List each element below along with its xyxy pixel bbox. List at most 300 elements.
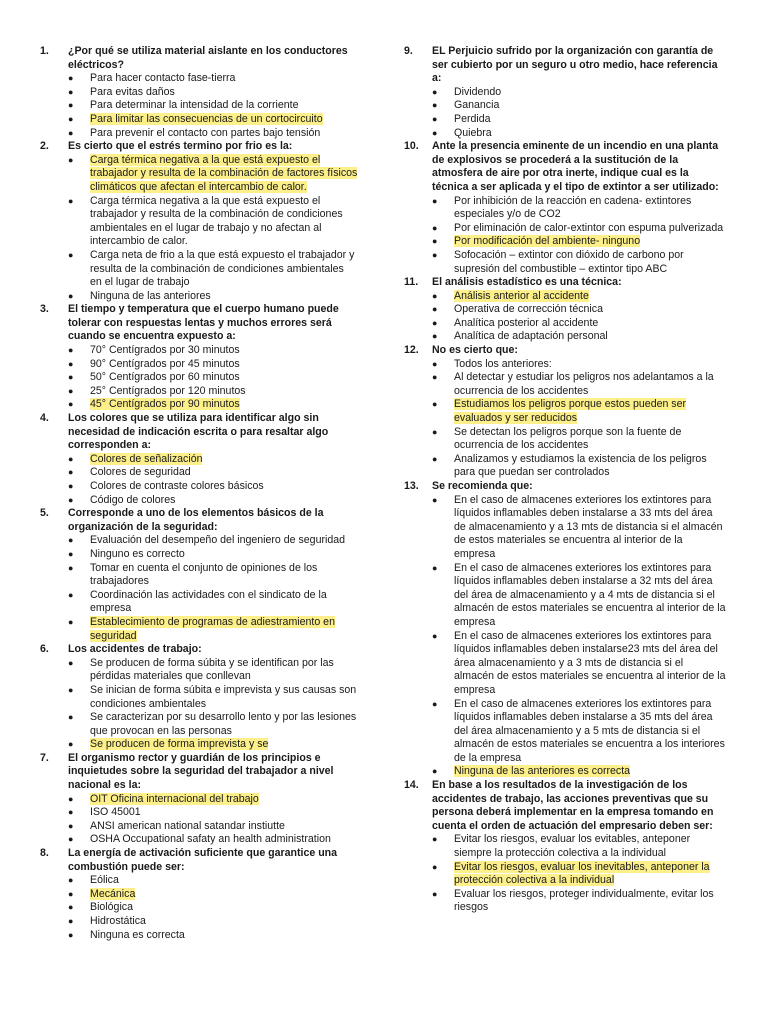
bullet-icon: ● [68,86,74,97]
question-2 [40,140,358,303]
option-item [40,480,358,494]
question-14 [404,779,726,915]
bullet-icon: ● [68,888,74,899]
question-4 [40,412,358,507]
option-text: Al detectar y estudiar los peligros nos adelantamos a la ocurrencia de los accidentes [454,371,714,397]
question-heading [40,847,358,874]
option-text-wrap [90,154,358,195]
option-text-wrap [454,453,726,480]
option-text-wrap [90,480,358,494]
bullet-icon: ● [68,372,74,383]
bullet-icon: ● [68,562,74,573]
option-text: Para limitar las consecuencias de un cortocircuito [90,112,323,125]
bullet-icon: ● [432,453,438,464]
bullet-icon: ● [68,589,74,600]
question-text: Se recomienda que: [432,480,533,492]
bullet-icon: ● [432,113,438,124]
question-heading [40,643,358,657]
question-heading [40,303,358,344]
option-text-wrap [454,833,726,860]
option-item [40,820,358,834]
option-item [404,833,726,860]
option-item [40,562,358,589]
option-item-highlighted [40,398,358,412]
question-12 [404,344,726,480]
question-number: 12. [404,344,419,357]
option-text: Evitar los riesgos, evaluar los evitables, anteponer siempre la protección colectiva a la individual [454,833,691,860]
option-text-wrap [454,303,726,317]
option-text-wrap [454,222,726,236]
question-text: Es cierto que el estrés termino por frio es la: [68,140,293,153]
option-text: Por eliminación de calor-extintor con espuma pulverizada [454,221,724,234]
option-item-highlighted [40,793,358,807]
question-heading [40,752,358,793]
question-7 [40,752,358,847]
question-9 [404,45,726,140]
option-text-wrap [90,534,358,548]
option-text: 25° Centígrados por 120 minutos [90,384,246,397]
option-text-wrap [454,290,726,304]
question-number: 11. [404,276,419,289]
option-item [404,303,726,317]
option-item-highlighted [40,113,358,127]
question-text: En base a los resultados de la investigación de los accidentes de trabajo, las acciones preventivas que su persona deberá implementar en la empresa tomando en cuenta el orden de actuación del empresario deben ser: [432,779,714,832]
bullet-icon: ● [68,453,74,464]
question-text: El organismo rector y guardián de los principios e inquietudes sobre la seguridad del trabajador a nivel nacional es la: [68,751,334,792]
option-text: Carga térmica negativa a la que está expuesto el trabajador y resulta de la combinación de condiciones ambientales en el lugar de trabajo y no afectan al intercambio de calor. [90,194,343,248]
bullet-icon: ● [432,249,438,260]
option-text: Para prevenir el contacto con partes bajo tensión [90,126,321,139]
option-text-wrap [90,793,358,807]
option-text-wrap [454,698,726,766]
option-text: Mecánica [90,887,136,900]
question-number: 1. [40,45,49,57]
option-text-wrap [90,738,358,752]
option-text-wrap [90,616,358,643]
question-heading [40,412,358,453]
option-text-wrap [90,358,358,372]
option-item [404,453,726,480]
option-text: En el caso de almacenes exteriores los extintores para líquidos inflamables deben instalarse a 32 mts del área del área de almacenamiento y a 4 mts de distancia si el almacén de estos materiales se encuentra al interior de la empresa [454,561,726,628]
option-text: En el caso de almacenes exteriores los extintores para líquidos inflamables deben instalarse a 35 mts del área del área almacenamiento y a 5 mts de distancia si el almacén de estos materiales se encuentra a los interiores de la empresa [454,697,725,764]
option-item-highlighted [404,290,726,304]
option-list [40,154,358,304]
option-text: Colores de señalización [90,452,203,465]
option-text: Carga neta de frio a la que está expuesto el trabajador y resulta de la combinación de condiciones ambientales en el lugar de trabajo [90,248,355,289]
option-text-wrap [454,195,726,222]
bullet-icon: ● [68,127,74,138]
option-list [404,833,726,915]
option-item [404,99,726,113]
option-item [404,426,726,453]
option-text-wrap [90,398,358,412]
option-text-wrap [90,915,358,929]
option-list [40,344,358,412]
question-1 [40,45,358,140]
option-text: ANSI american national satandar instiutte [90,819,285,832]
option-item [404,888,726,915]
bullet-icon: ● [68,916,74,926]
option-item-highlighted [404,861,726,888]
option-text-wrap [454,562,726,630]
question-text: Los accidentes de trabajo: [68,643,202,656]
option-list [40,874,358,942]
option-list [40,534,358,643]
option-text: Eólica [90,874,119,887]
option-item [40,711,358,738]
option-text: Por inhibición de la reacción en cadena- extintores especiales y/o de CO2 [454,194,692,221]
option-text-wrap [90,344,358,358]
option-item [40,371,358,385]
option-text: Para hacer contacto fase-tierra [90,72,236,85]
option-item [404,630,726,698]
question-number: 10. [404,140,419,153]
option-text: Todos los anteriores: [454,357,552,370]
bullet-icon: ● [68,113,74,124]
question-6 [40,643,358,752]
option-text-wrap [90,888,358,902]
bullet-icon: ● [432,195,438,206]
option-text-wrap [454,371,726,398]
option-text-wrap [454,127,726,141]
option-list [40,72,358,140]
option-text: Tomar en cuenta el conjunto de opiniones de los trabajadores [90,561,318,588]
option-text: OIT Oficina internacional del trabajo [90,792,259,805]
option-text: Ninguna de las anteriores [90,289,211,302]
option-text-wrap [90,290,358,304]
option-item [404,127,726,141]
option-text: Establecimiento de programas de adiestramiento en seguridad [90,615,335,642]
option-text: Código de colores [90,493,176,506]
option-text: Se producen de forma súbita y se identifican por las pérdidas materiales que conllevan [90,656,334,683]
left-column [40,45,358,942]
bullet-icon: ● [68,712,74,723]
bullet-icon: ● [68,548,74,559]
bullet-icon: ● [68,657,74,668]
bullet-icon: ● [68,793,74,804]
option-item [40,466,358,480]
bullet-icon: ● [432,888,438,899]
option-text-wrap [454,113,726,127]
option-item [40,901,358,915]
bullet-icon: ● [68,684,74,695]
option-text-wrap [90,371,358,385]
bullet-icon: ● [432,317,438,328]
option-text-wrap [90,249,358,290]
question-heading [40,45,358,72]
option-text: Se caracterizan por su desarrollo lento y por las lesiones que provocan en las personas [90,711,357,737]
option-list [40,657,358,752]
option-text-wrap [454,630,726,698]
option-item [404,249,726,276]
option-text-wrap [90,494,358,508]
option-item [40,929,358,943]
question-number: 9. [404,45,413,57]
option-item-highlighted [40,738,358,752]
option-text: En el caso de almacenes exteriores los extintores para líquidos inflamables deben instalarse23 mts del área del área almacenamiento y a 3 mts de distancia si el almacén de estos materiales se encuentra al interior de la empresa [454,629,726,696]
option-item-highlighted [404,235,726,249]
bullet-icon: ● [68,73,74,84]
option-text: Colores de seguridad [90,466,191,479]
question-heading [404,45,726,86]
question-text: ¿Por qué se utiliza material aislante en los conductores eléctricos? [68,45,348,71]
option-text-wrap [454,86,726,100]
bullet-icon: ● [68,494,74,505]
option-text: Se detectan los peligros porque son la fuente de ocurrencia de los accidentes [454,425,682,452]
option-text: Analítica de adaptación personal [454,330,608,343]
option-text: Se producen de forma imprevista y se [90,738,269,751]
option-text-wrap [454,99,726,113]
option-item [40,684,358,711]
option-text-wrap [454,358,726,372]
question-number: 5. [40,507,49,520]
option-item [40,534,358,548]
option-list [404,290,726,344]
option-item [40,657,358,684]
option-item-highlighted [404,765,726,779]
option-text: Hidrostática [90,915,146,927]
right-column [404,45,726,915]
bullet-icon: ● [68,481,74,491]
bullet-icon: ● [68,820,74,831]
option-text-wrap [90,833,358,847]
question-text: El tiempo y temperatura que el cuerpo humano puede tolerar con respuestas lentas y muchos errores será cuando se encuentra expuesto a: [68,303,339,343]
option-item [40,290,358,304]
option-item [404,222,726,236]
option-text: Operativa de corrección técnica [454,303,603,316]
option-text: 45° Centígrados por 90 minutos [90,398,240,411]
bullet-icon: ● [68,467,74,478]
question-text: Los colores que se utiliza para identificar algo sin necesidad de indicación escrita o para resaltar algo corresponden a: [68,412,329,452]
option-item [40,99,358,113]
option-item-highlighted [40,888,358,902]
bullet-icon: ● [68,834,74,845]
option-item [404,86,726,100]
option-text: Estudiamos los peligros porque estos pueden ser evaluados y ser reducidos [454,398,687,425]
option-text: Quiebra [454,126,492,139]
bullet-icon: ● [68,385,74,396]
option-item [40,915,358,929]
option-text: Se inician de forma súbita e imprevista y sus causas son condiciones ambientales [90,683,357,710]
option-item [40,548,358,562]
option-text: Análisis anterior al accidente [454,289,589,302]
question-5 [40,507,358,643]
question-number: 13. [404,480,419,492]
bullet-icon: ● [68,875,74,886]
option-text-wrap [90,127,358,141]
option-item [404,113,726,127]
option-text: Carga térmica negativa a la que está expuesto el trabajador y resulta de la combinación de factores físicos climáticos que afectan el intercambio de calor. [90,153,358,193]
option-item [40,806,358,820]
option-text-wrap [454,765,726,779]
option-text-wrap [90,929,358,943]
option-item [404,698,726,766]
question-number: 4. [40,412,49,425]
bullet-icon: ● [432,834,438,845]
bullet-icon: ● [68,195,74,206]
option-text: Perdida [454,112,491,125]
bullet-icon: ● [432,290,438,301]
question-text: La energía de activación suficiente que garantice una combustión puede ser: [68,847,338,873]
option-item [404,358,726,372]
option-text-wrap [90,195,358,249]
option-list [40,453,358,507]
option-item [404,330,726,344]
option-item [40,344,358,358]
option-text-wrap [454,426,726,453]
question-10 [404,140,726,276]
question-text: Corresponde a uno de los elementos básicos de la organización de la seguridad: [68,507,324,533]
option-list [404,494,726,779]
option-list [404,86,726,140]
question-8 [40,847,358,942]
option-item [40,72,358,86]
question-number: 8. [40,847,49,860]
option-text-wrap [90,806,358,820]
question-heading [404,480,726,494]
bullet-icon: ● [68,290,74,301]
option-item [40,874,358,888]
option-text-wrap [454,235,726,249]
option-item [404,195,726,222]
option-text: Para evitas daños [90,85,175,98]
option-text-wrap [90,548,358,562]
option-text: En el caso de almacenes exteriores los extintores para líquidos inflamables deben instalarse a 33 mts del área de almacenamiento y a 13 mts de distancia si el almacén de estos materiales se encuentra al interior de la empresa [454,493,723,560]
option-text-wrap [454,494,726,562]
bullet-icon: ● [68,739,74,750]
option-item [40,358,358,372]
bullet-icon: ● [68,345,74,356]
option-text: Por modificación del ambiente- ninguno [454,235,641,248]
option-text-wrap [90,86,358,100]
question-13 [404,480,726,779]
option-text: Sofocación – extintor con dióxido de carbono por supresión del combustible – extintor tipo ABC [454,248,684,275]
option-item [40,833,358,847]
option-text-wrap [90,99,358,113]
option-item-highlighted [40,453,358,467]
option-text-wrap [90,562,358,589]
bullet-icon: ● [432,562,438,573]
option-list [40,793,358,847]
option-text-wrap [454,317,726,331]
option-text-wrap [90,657,358,684]
option-text: Biológica [90,901,133,914]
bullet-icon: ● [432,372,438,383]
option-text-wrap [90,113,358,127]
option-list [404,195,726,277]
option-text: Colores de contraste colores básicos [90,480,264,492]
option-text: Evaluación del desempeño del ingeniero de seguridad [90,534,346,547]
question-number: 3. [40,303,49,316]
option-text: ISO 45001 [90,806,141,819]
question-number: 7. [40,751,49,764]
question-text: No es cierto que: [432,344,518,357]
question-text: Ante la presencia eminente de un incendio en una planta de explosivos se procederá a la sustitución de la atmosfera de aire por otra inerte, indique cual es la técnica a ser aplicada y el tipo de extintor a ser utilizado: [432,140,719,193]
question-number: 2. [40,140,49,153]
bullet-icon: ● [68,100,74,111]
bullet-icon: ● [432,236,438,247]
option-text: Ganancia [454,99,500,112]
option-text: Analítica posterior al accidente [454,316,599,329]
bullet-icon: ● [432,304,438,315]
bullet-icon: ● [432,100,438,111]
option-text-wrap [90,589,358,616]
option-text-wrap [90,466,358,480]
option-text-wrap [454,330,726,344]
question-number: 14. [404,779,419,792]
question-text: El análisis estadístico es una técnica: [432,276,622,289]
option-text: 70° Centígrados por 30 minutos [90,344,240,357]
bullet-icon: ● [432,127,438,138]
question-heading [40,507,358,534]
option-text-wrap [454,398,726,425]
option-text: 90° Centígrados por 45 minutos [90,357,240,370]
bullet-icon: ● [432,494,438,505]
option-text-wrap [90,711,358,738]
option-text-wrap [90,385,358,399]
question-number: 6. [40,643,49,656]
option-text: Coordinación las actividades con el sindicato de la empresa [90,588,327,615]
option-text: Ninguna es correcta [90,928,185,941]
bullet-icon: ● [68,807,74,818]
option-item [40,385,358,399]
option-item [40,195,358,249]
question-heading [404,140,726,194]
bullet-icon: ● [68,154,74,165]
bullet-icon: ● [432,698,438,709]
option-text-wrap [90,901,358,915]
question-heading [40,140,358,154]
option-item [40,589,358,616]
option-text: OSHA Occupational safaty an health administration [90,833,331,846]
option-text-wrap [454,249,726,276]
option-text-wrap [90,820,358,834]
option-text-wrap [90,453,358,467]
option-item [40,127,358,141]
option-item [404,371,726,398]
bullet-icon: ● [432,426,438,437]
option-text-wrap [90,72,358,86]
bullet-icon: ● [68,249,74,260]
option-text-wrap [454,888,726,915]
option-item [40,86,358,100]
option-item-highlighted [40,616,358,643]
question-heading [404,344,726,358]
bullet-icon: ● [68,399,74,410]
bullet-icon: ● [432,399,438,410]
bullet-icon: ● [432,630,438,641]
bullet-icon: ● [432,358,438,369]
question-heading [404,276,726,290]
bullet-icon: ● [432,86,438,97]
bullet-icon: ● [68,902,74,913]
option-text: Ninguno es correcto [90,547,185,560]
option-item-highlighted [40,154,358,195]
option-item [40,494,358,508]
option-item [404,494,726,562]
question-text: EL Perjuicio sufrido por la organización con garantía de ser cubierto por un seguro u otro medio, hace referencia a: [432,45,718,85]
option-text: Para determinar la intensidad de la corriente [90,99,299,112]
option-text: Dividendo [454,85,502,98]
bullet-icon: ● [68,358,74,369]
option-item [40,249,358,290]
option-text-wrap [90,684,358,711]
bullet-icon: ● [68,616,74,627]
bullet-icon: ● [68,535,74,546]
bullet-icon: ● [432,222,438,233]
bullet-icon: ● [432,331,438,342]
option-text-wrap [90,874,358,888]
